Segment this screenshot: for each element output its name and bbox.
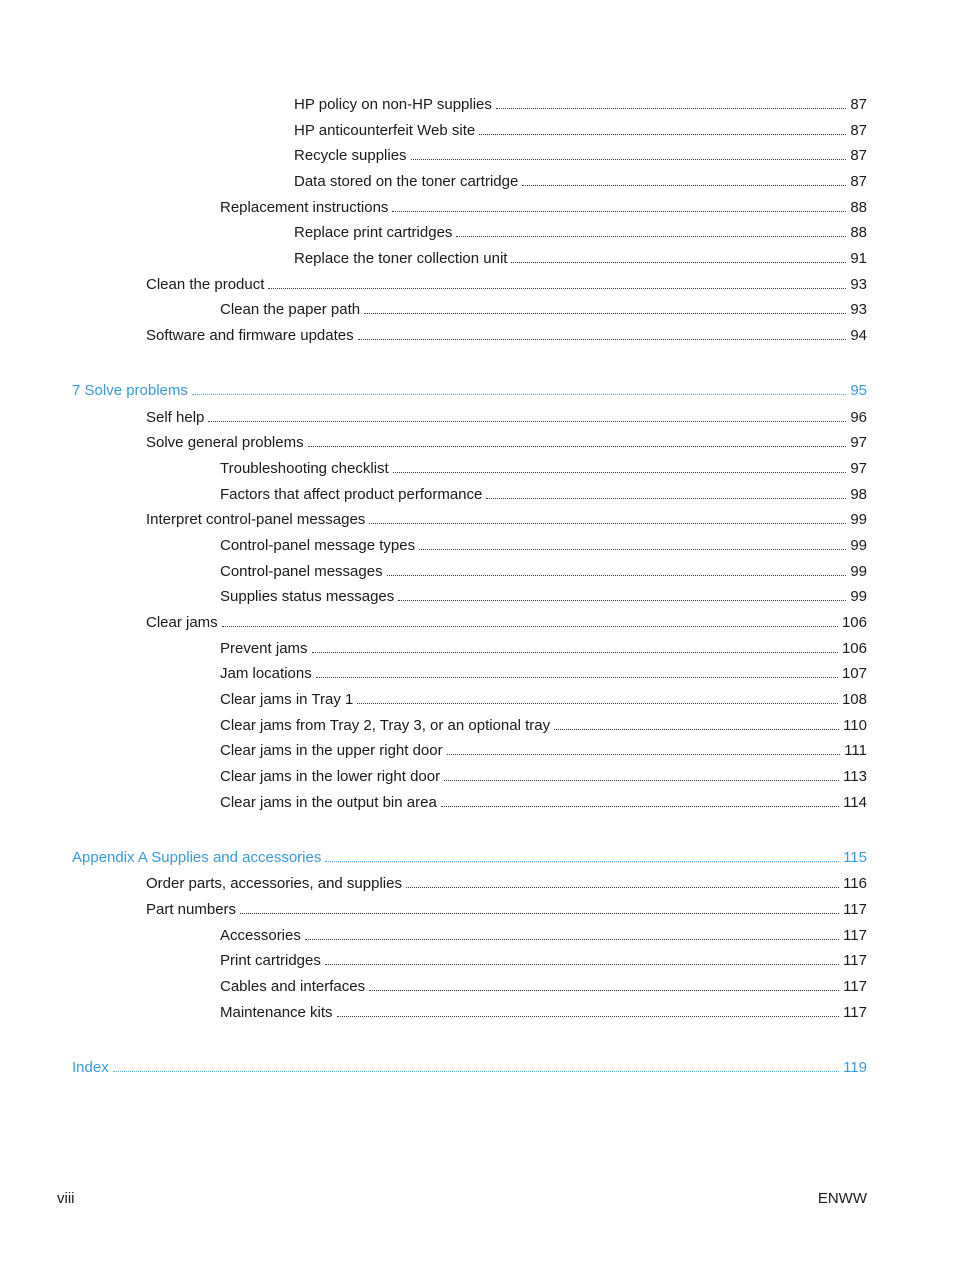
toc-leader bbox=[357, 702, 838, 704]
toc-entry-title: Prevent jams bbox=[220, 640, 308, 657]
toc-entry-page: 114 bbox=[843, 794, 867, 811]
toc-entry-page: 113 bbox=[843, 768, 867, 785]
toc-leader bbox=[522, 184, 846, 186]
toc-entry-title: Order parts, accessories, and supplies bbox=[146, 875, 402, 892]
toc-leader bbox=[456, 235, 846, 237]
toc-entry-page: 98 bbox=[850, 486, 867, 503]
toc-entry[interactable] bbox=[220, 1002, 867, 1024]
toc-entry-page: 97 bbox=[850, 434, 867, 451]
toc-entry-title: Print cartridges bbox=[220, 952, 321, 969]
toc-leader bbox=[419, 548, 846, 550]
toc-leader bbox=[496, 107, 846, 109]
toc-entry-page: 117 bbox=[843, 901, 867, 918]
toc-entry-title: HP policy on non-HP supplies bbox=[294, 96, 492, 113]
toc-entry-page: 111 bbox=[844, 742, 867, 759]
toc-leader bbox=[337, 1015, 840, 1017]
toc-entry-page: 93 bbox=[850, 276, 867, 293]
toc-entry-title: Troubleshooting checklist bbox=[220, 460, 389, 477]
toc-entry-page: 87 bbox=[850, 147, 867, 164]
toc-leader bbox=[268, 287, 846, 289]
toc-entry[interactable] bbox=[146, 407, 867, 429]
toc-entry-page: 117 bbox=[843, 1004, 867, 1021]
toc-entry-page: 110 bbox=[843, 717, 867, 734]
toc-entry-title: Clear jams from Tray 2, Tray 3, or an optional tray bbox=[220, 717, 551, 734]
toc-entry-page: 116 bbox=[843, 875, 867, 892]
toc-entry-page: 95 bbox=[850, 382, 867, 399]
toc-entry[interactable] bbox=[146, 612, 867, 634]
toc-entry[interactable] bbox=[220, 484, 867, 506]
toc-entry-page: 94 bbox=[850, 327, 867, 344]
toc-entry[interactable] bbox=[220, 535, 867, 557]
toc-entry[interactable] bbox=[220, 638, 867, 660]
toc-entry-page: 108 bbox=[841, 691, 867, 708]
toc-entry-page: 87 bbox=[850, 173, 867, 190]
toc-entry-title: Clear jams in Tray 1 bbox=[220, 691, 354, 708]
toc-entry-page: 99 bbox=[850, 588, 867, 605]
toc-entry[interactable] bbox=[220, 586, 867, 608]
toc-entry[interactable] bbox=[220, 663, 867, 685]
toc-entry[interactable] bbox=[220, 689, 867, 711]
toc-entry-page: 106 bbox=[841, 640, 867, 657]
toc-chapter-entry[interactable] bbox=[72, 847, 867, 869]
toc-entry[interactable] bbox=[220, 299, 867, 321]
toc-leader bbox=[192, 393, 846, 395]
toc-leader bbox=[486, 497, 846, 499]
toc-entry[interactable] bbox=[146, 432, 867, 454]
toc-entry[interactable] bbox=[220, 458, 867, 480]
toc-entry-title: Replacement instructions bbox=[220, 199, 389, 216]
toc-entry[interactable] bbox=[294, 248, 867, 270]
toc-entry-page: 99 bbox=[850, 563, 867, 580]
toc-chapter-entry[interactable] bbox=[72, 380, 867, 402]
toc-leader bbox=[447, 753, 841, 755]
toc-entry[interactable] bbox=[294, 145, 867, 167]
toc-entry-title: Clear jams bbox=[146, 614, 218, 631]
toc-entry-title: Software and firmware updates bbox=[146, 327, 354, 344]
toc-entry[interactable] bbox=[294, 120, 867, 142]
toc-entry-title: 7 Solve problems bbox=[72, 382, 188, 399]
toc-entry-title: Supplies status messages bbox=[220, 588, 395, 605]
toc-entry-title: Control-panel message types bbox=[220, 537, 416, 554]
toc-leader bbox=[305, 938, 839, 940]
toc-entry-title: Clear jams in the upper right door bbox=[220, 742, 443, 759]
toc-entry-title: Replace the toner collection unit bbox=[294, 250, 508, 267]
toc-entry-title: Clear jams in the output bin area bbox=[220, 794, 437, 811]
toc-entry-title: Control-panel messages bbox=[220, 563, 383, 580]
toc-entry-title: Part numbers bbox=[146, 901, 237, 918]
toc-entry[interactable] bbox=[220, 766, 867, 788]
toc-entry-title: Clear jams in the lower right door bbox=[220, 768, 441, 785]
toc-entry[interactable] bbox=[146, 325, 867, 347]
toc-entry-page: 115 bbox=[843, 849, 867, 866]
toc-entry-title: HP anticounterfeit Web site bbox=[294, 122, 476, 139]
toc-entry[interactable] bbox=[294, 94, 867, 116]
toc-leader bbox=[411, 158, 847, 160]
toc-entry[interactable] bbox=[220, 561, 867, 583]
toc-entry-page: 117 bbox=[843, 978, 867, 995]
toc-entry-title: Clean the product bbox=[146, 276, 265, 293]
toc-leader bbox=[479, 133, 846, 135]
toc-leader bbox=[240, 912, 839, 914]
toc-entry-page: 96 bbox=[850, 409, 867, 426]
toc-entry-page: 107 bbox=[841, 665, 867, 682]
toc-entry[interactable] bbox=[146, 873, 867, 895]
toc-entry-page: 99 bbox=[850, 537, 867, 554]
toc-entry[interactable] bbox=[220, 976, 867, 998]
toc-entry-page: 99 bbox=[850, 511, 867, 528]
toc-leader bbox=[325, 860, 839, 862]
toc-entry-title: Interpret control-panel messages bbox=[146, 511, 366, 528]
toc-entry-page: 88 bbox=[850, 199, 867, 216]
toc-leader bbox=[554, 728, 839, 730]
toc-entry-title: Solve general problems bbox=[146, 434, 304, 451]
toc-entry[interactable] bbox=[220, 950, 867, 972]
toc-entry[interactable] bbox=[294, 171, 867, 193]
toc-entry-page: 106 bbox=[841, 614, 867, 631]
toc-leader bbox=[208, 420, 846, 422]
toc-entry-page: 87 bbox=[850, 96, 867, 113]
toc-leader bbox=[312, 651, 838, 653]
toc-leader bbox=[393, 471, 847, 473]
toc-entry[interactable] bbox=[294, 222, 867, 244]
toc-entry-title: Maintenance kits bbox=[220, 1004, 333, 1021]
page-number: viii bbox=[57, 1190, 75, 1207]
toc-entry[interactable] bbox=[146, 509, 867, 531]
toc-leader bbox=[398, 599, 846, 601]
toc-entry-title: Data stored on the toner cartridge bbox=[294, 173, 519, 190]
toc-entry-page: 117 bbox=[843, 927, 867, 944]
toc-entry[interactable] bbox=[220, 792, 867, 814]
toc-chapter-entry[interactable] bbox=[72, 1057, 867, 1079]
toc-entry[interactable] bbox=[146, 899, 867, 921]
toc-entry[interactable] bbox=[220, 740, 867, 762]
toc-entry[interactable] bbox=[220, 925, 867, 947]
toc-leader bbox=[358, 338, 847, 340]
toc-leader bbox=[316, 676, 838, 678]
toc-entry[interactable] bbox=[146, 274, 867, 296]
toc-entry-page: 91 bbox=[850, 250, 867, 267]
toc-leader bbox=[441, 805, 839, 807]
toc-entry[interactable] bbox=[220, 715, 867, 737]
toc-leader bbox=[406, 886, 839, 888]
toc-entry-page: 119 bbox=[843, 1059, 867, 1076]
toc-leader bbox=[444, 779, 839, 781]
toc-entry[interactable] bbox=[220, 197, 867, 219]
toc-entry-title: Clean the paper path bbox=[220, 301, 361, 318]
toc-entry-page: 93 bbox=[850, 301, 867, 318]
toc-leader bbox=[511, 261, 846, 263]
toc-leader bbox=[325, 963, 839, 965]
toc-entry-title: Cables and interfaces bbox=[220, 978, 366, 995]
toc-entry-title: Replace print cartridges bbox=[294, 224, 453, 241]
toc-leader bbox=[387, 574, 847, 576]
toc-leader bbox=[369, 522, 846, 524]
toc-entry-title: Accessories bbox=[220, 927, 301, 944]
toc-entry-page: 88 bbox=[850, 224, 867, 241]
toc-entry-title: Recycle supplies bbox=[294, 147, 407, 164]
toc-leader bbox=[392, 210, 846, 212]
toc-entry-page: 87 bbox=[850, 122, 867, 139]
toc-entry-title: Appendix A Supplies and accessories bbox=[72, 849, 322, 866]
toc-leader bbox=[113, 1070, 839, 1072]
toc-leader bbox=[222, 625, 838, 627]
toc-leader bbox=[364, 312, 846, 314]
toc-entry-title: Self help bbox=[146, 409, 205, 426]
toc-entry-title: Factors that affect product performance bbox=[220, 486, 483, 503]
toc-entry-page: 117 bbox=[843, 952, 867, 969]
footer-label: ENWW bbox=[817, 1190, 867, 1207]
toc-leader bbox=[308, 445, 847, 447]
toc-leader bbox=[369, 989, 839, 991]
toc-entry-title: Jam locations bbox=[220, 665, 312, 682]
toc-entry-page: 97 bbox=[850, 460, 867, 477]
toc-entry-title: Index bbox=[72, 1059, 109, 1076]
